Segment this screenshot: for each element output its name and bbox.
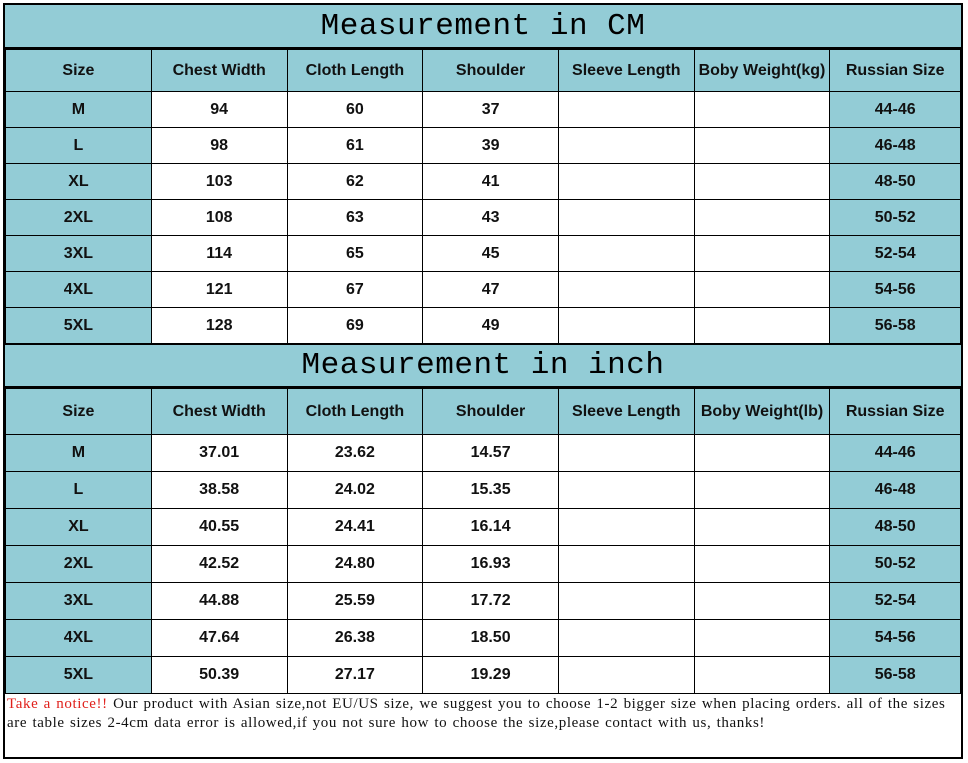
shoulder-cell: 45: [423, 236, 559, 272]
sleeve-length-cell: [558, 657, 694, 694]
table-row: [6, 657, 961, 694]
size-chart: [3, 3, 963, 759]
russian-size-cell: 44-46: [830, 435, 961, 472]
body-weight-cell: [694, 472, 830, 509]
sleeve-length-cell: [558, 308, 694, 344]
sleeve-length-cell: [558, 272, 694, 308]
russian-size-cell: 46-48: [830, 128, 961, 164]
size-cell: 2XL: [6, 200, 152, 236]
chest-width-cell: 98: [151, 128, 287, 164]
inch-header-row: [6, 389, 961, 435]
sleeve-length-cell: [558, 620, 694, 657]
table-row: [6, 435, 961, 472]
chest-width-cell: 44.88: [151, 583, 287, 620]
russian-size-cell: 52-54: [830, 583, 961, 620]
size-cell: M: [6, 92, 152, 128]
column-header-size: Size: [6, 50, 152, 92]
cloth-length-cell: 67: [287, 272, 423, 308]
cloth-length-cell: 24.02: [287, 472, 423, 509]
size-cell: 5XL: [6, 657, 152, 694]
column-header-shoulder: Shoulder: [423, 50, 559, 92]
table-row: [6, 583, 961, 620]
size-notice: [5, 694, 961, 733]
column-header-chest-width: Chest Width: [151, 389, 287, 435]
body-weight-cell: [694, 200, 830, 236]
table-row: [6, 128, 961, 164]
russian-size-cell: 54-56: [830, 620, 961, 657]
sleeve-length-cell: [558, 435, 694, 472]
table-row: [6, 200, 961, 236]
cloth-length-cell: 26.38: [287, 620, 423, 657]
shoulder-cell: 37: [423, 92, 559, 128]
chest-width-cell: 128: [151, 308, 287, 344]
column-header-body-weight: Boby Weight(kg): [694, 50, 830, 92]
body-weight-cell: [694, 620, 830, 657]
chest-width-cell: 108: [151, 200, 287, 236]
russian-size-cell: 48-50: [830, 164, 961, 200]
inch-size-table: [5, 388, 961, 694]
body-weight-cell: [694, 657, 830, 694]
table-row: [6, 509, 961, 546]
chest-width-cell: 94: [151, 92, 287, 128]
shoulder-cell: 16.14: [423, 509, 559, 546]
size-cell: 4XL: [6, 620, 152, 657]
size-cell: 3XL: [6, 236, 152, 272]
cm-header-row: [6, 50, 961, 92]
cloth-length-cell: 24.41: [287, 509, 423, 546]
russian-size-cell: 46-48: [830, 472, 961, 509]
sleeve-length-cell: [558, 92, 694, 128]
chest-width-cell: 114: [151, 236, 287, 272]
russian-size-cell: 54-56: [830, 272, 961, 308]
table-row: [6, 164, 961, 200]
cloth-length-cell: 69: [287, 308, 423, 344]
chest-width-cell: 121: [151, 272, 287, 308]
sleeve-length-cell: [558, 546, 694, 583]
size-cell: 4XL: [6, 272, 152, 308]
column-header-russian-size: Russian Size: [830, 50, 961, 92]
shoulder-cell: 14.57: [423, 435, 559, 472]
column-header-sleeve-length: Sleeve Length: [558, 50, 694, 92]
table-row: [6, 620, 961, 657]
body-weight-cell: [694, 509, 830, 546]
russian-size-cell: 52-54: [830, 236, 961, 272]
column-header-body-weight: Boby Weight(lb): [694, 389, 830, 435]
table-row: [6, 236, 961, 272]
table-row: [6, 92, 961, 128]
body-weight-cell: [694, 272, 830, 308]
body-weight-cell: [694, 583, 830, 620]
shoulder-cell: 17.72: [423, 583, 559, 620]
table-row: [6, 272, 961, 308]
shoulder-cell: 39: [423, 128, 559, 164]
cloth-length-cell: 60: [287, 92, 423, 128]
cloth-length-cell: 27.17: [287, 657, 423, 694]
size-cell: 5XL: [6, 308, 152, 344]
body-weight-cell: [694, 308, 830, 344]
russian-size-cell: 44-46: [830, 92, 961, 128]
russian-size-cell: 50-52: [830, 200, 961, 236]
sleeve-length-cell: [558, 128, 694, 164]
inch-table-title: Measurement in inch: [5, 344, 961, 388]
size-cell: 2XL: [6, 546, 152, 583]
chest-width-cell: 40.55: [151, 509, 287, 546]
chest-width-cell: 37.01: [151, 435, 287, 472]
shoulder-cell: 18.50: [423, 620, 559, 657]
table-row: [6, 472, 961, 509]
shoulder-cell: 41: [423, 164, 559, 200]
column-header-sleeve-length: Sleeve Length: [558, 389, 694, 435]
body-weight-cell: [694, 164, 830, 200]
table-row: [6, 546, 961, 583]
notice-text: Our product with Asian size,not EU/US size, we suggest you to choose 1-2 bigger size when placing orders. all of the sizes are table sizes 2-4cm data error is allowed,if you not sure how to choose the size,please contact with us, thanks!: [7, 696, 946, 731]
cloth-length-cell: 63: [287, 200, 423, 236]
column-header-russian-size: Russian Size: [830, 389, 961, 435]
russian-size-cell: 50-52: [830, 546, 961, 583]
shoulder-cell: 19.29: [423, 657, 559, 694]
cloth-length-cell: 62: [287, 164, 423, 200]
russian-size-cell: 48-50: [830, 509, 961, 546]
shoulder-cell: 16.93: [423, 546, 559, 583]
cm-table-title: Measurement in CM: [5, 5, 961, 49]
chest-width-cell: 42.52: [151, 546, 287, 583]
cm-size-table: [5, 49, 961, 344]
table-row: [6, 308, 961, 344]
column-header-chest-width: Chest Width: [151, 50, 287, 92]
shoulder-cell: 43: [423, 200, 559, 236]
sleeve-length-cell: [558, 583, 694, 620]
body-weight-cell: [694, 128, 830, 164]
chest-width-cell: 50.39: [151, 657, 287, 694]
size-cell: XL: [6, 164, 152, 200]
body-weight-cell: [694, 546, 830, 583]
column-header-size: Size: [6, 389, 152, 435]
sleeve-length-cell: [558, 509, 694, 546]
shoulder-cell: 49: [423, 308, 559, 344]
notice-highlight: Take a notice!!: [7, 696, 108, 712]
size-cell: L: [6, 128, 152, 164]
cloth-length-cell: 23.62: [287, 435, 423, 472]
russian-size-cell: 56-58: [830, 657, 961, 694]
cloth-length-cell: 61: [287, 128, 423, 164]
cloth-length-cell: 65: [287, 236, 423, 272]
body-weight-cell: [694, 435, 830, 472]
body-weight-cell: [694, 236, 830, 272]
column-header-cloth-length: Cloth Length: [287, 50, 423, 92]
shoulder-cell: 15.35: [423, 472, 559, 509]
sleeve-length-cell: [558, 472, 694, 509]
sleeve-length-cell: [558, 164, 694, 200]
body-weight-cell: [694, 92, 830, 128]
cloth-length-cell: 24.80: [287, 546, 423, 583]
column-header-cloth-length: Cloth Length: [287, 389, 423, 435]
size-cell: L: [6, 472, 152, 509]
sleeve-length-cell: [558, 236, 694, 272]
size-cell: XL: [6, 509, 152, 546]
size-cell: M: [6, 435, 152, 472]
size-cell: 3XL: [6, 583, 152, 620]
chest-width-cell: 47.64: [151, 620, 287, 657]
sleeve-length-cell: [558, 200, 694, 236]
cloth-length-cell: 25.59: [287, 583, 423, 620]
chest-width-cell: 38.58: [151, 472, 287, 509]
russian-size-cell: 56-58: [830, 308, 961, 344]
column-header-shoulder: Shoulder: [423, 389, 559, 435]
shoulder-cell: 47: [423, 272, 559, 308]
chest-width-cell: 103: [151, 164, 287, 200]
